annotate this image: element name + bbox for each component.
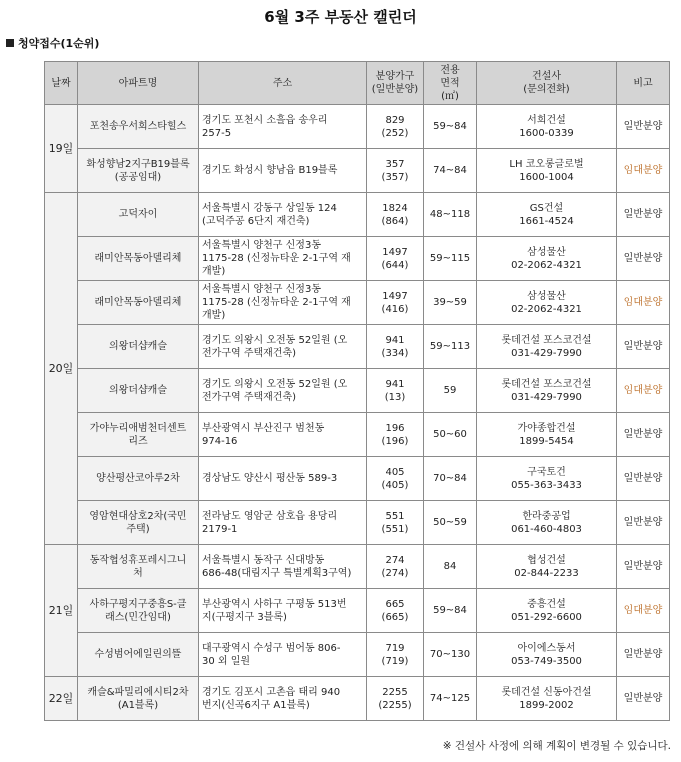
note-cell: 임대분양 bbox=[617, 589, 670, 633]
apartment-name: 가야누리애범천더센트 리즈 bbox=[78, 413, 199, 457]
table-row bbox=[45, 149, 670, 193]
note-cell: 일반분양 bbox=[617, 545, 670, 589]
section-label: 청약접수(1순위) bbox=[18, 37, 100, 50]
address-cell: 전라남도 영암군 삼호읍 용당리 2179-1 bbox=[199, 501, 367, 545]
builder-cell: 가야종합건설 1899-5454 bbox=[477, 413, 617, 457]
address-cell: 대구광역시 수성구 범어동 806- 30 외 일원 bbox=[199, 633, 367, 677]
apartment-name: 동작협성휴포레시그니 처 bbox=[78, 545, 199, 589]
section-heading bbox=[6, 35, 99, 51]
supply-cell: 665 (665) bbox=[367, 589, 424, 633]
area-cell: 48~118 bbox=[424, 193, 477, 237]
address-cell: 부산광역시 사하구 구평동 513번 지(구평지구 3블록) bbox=[199, 589, 367, 633]
address-cell: 서울특별시 양천구 신정3동 1175-28 (신정뉴타운 2-1구역 재 개발) bbox=[199, 237, 367, 281]
table-row bbox=[45, 545, 670, 589]
builder-cell: 한라중공업 061-460-4803 bbox=[477, 501, 617, 545]
header-area: 전용 면적 (㎡) bbox=[424, 62, 477, 105]
table-row bbox=[45, 413, 670, 457]
builder-cell: 중흥건설 051-292-6600 bbox=[477, 589, 617, 633]
table-row bbox=[45, 325, 670, 369]
table-row bbox=[45, 633, 670, 677]
address-cell: 경기도 의왕시 오전동 52일원 (오 전가구역 주택재건축) bbox=[199, 325, 367, 369]
date-cell: 19일 bbox=[45, 105, 78, 193]
apartment-name: 래미안목동아델리체 bbox=[78, 237, 199, 281]
apartment-name: 화성향남2지구B19블록 (공공임대) bbox=[78, 149, 199, 193]
note-cell: 일반분양 bbox=[617, 677, 670, 721]
table-row bbox=[45, 105, 670, 149]
supply-cell: 2255 (2255) bbox=[367, 677, 424, 721]
subscription-table bbox=[44, 61, 670, 721]
builder-cell: 삼성물산 02-2062-4321 bbox=[477, 281, 617, 325]
square-bullet-icon bbox=[6, 39, 14, 47]
note-cell: 일반분양 bbox=[617, 193, 670, 237]
builder-cell: GS건설 1661-4524 bbox=[477, 193, 617, 237]
supply-cell: 1497 (644) bbox=[367, 237, 424, 281]
apartment-name: 수성범어에일린의뜰 bbox=[78, 633, 199, 677]
builder-cell: 구국토건 055-363-3433 bbox=[477, 457, 617, 501]
area-cell: 70~130 bbox=[424, 633, 477, 677]
builder-cell: 서희건설 1600-0339 bbox=[477, 105, 617, 149]
apartment-name: 래미안목동아델리체 bbox=[78, 281, 199, 325]
note-cell: 일반분양 bbox=[617, 633, 670, 677]
table-row bbox=[45, 501, 670, 545]
builder-cell: 협성건설 02-844-2233 bbox=[477, 545, 617, 589]
note-cell: 일반분양 bbox=[617, 413, 670, 457]
table-row bbox=[45, 237, 670, 281]
builder-cell: 롯데건설 포스코건설 031-429-7990 bbox=[477, 325, 617, 369]
address-cell: 경상남도 양산시 평산동 589-3 bbox=[199, 457, 367, 501]
address-cell: 경기도 김포시 고촌읍 태리 940 번지(신곡6지구 A1블록) bbox=[199, 677, 367, 721]
apartment-name: 포천송우서희스타힐스 bbox=[78, 105, 199, 149]
address-cell: 서울특별시 동작구 신대방동 686-48(대림지구 특별계획3구역) bbox=[199, 545, 367, 589]
area-cell: 50~59 bbox=[424, 501, 477, 545]
builder-cell: 아이에스동서 053-749-3500 bbox=[477, 633, 617, 677]
date-cell: 22일 bbox=[45, 677, 78, 721]
apartment-name: 고덕자이 bbox=[78, 193, 199, 237]
supply-cell: 357 (357) bbox=[367, 149, 424, 193]
address-cell: 서울특별시 강동구 상일동 124 (고덕주공 6단지 재건축) bbox=[199, 193, 367, 237]
note-cell: 임대분양 bbox=[617, 149, 670, 193]
address-cell: 경기도 포천시 소흘읍 송우리 257-5 bbox=[199, 105, 367, 149]
header-note: 비고 bbox=[617, 62, 670, 105]
apartment-name: 사하구평지구중흥S-클 래스(민간임대) bbox=[78, 589, 199, 633]
area-cell: 59~84 bbox=[424, 105, 477, 149]
apartment-name: 영암현대삼호2차(국민 주택) bbox=[78, 501, 199, 545]
note-cell: 일반분양 bbox=[617, 237, 670, 281]
table-row bbox=[45, 677, 670, 721]
note-cell: 일반분양 bbox=[617, 457, 670, 501]
area-cell: 74~84 bbox=[424, 149, 477, 193]
note-cell: 일반분양 bbox=[617, 105, 670, 149]
header-address: 주소 bbox=[199, 62, 367, 105]
header-builder: 건설사 (문의전화) bbox=[477, 62, 617, 105]
table-row bbox=[45, 281, 670, 325]
table-row bbox=[45, 589, 670, 633]
table-row bbox=[45, 193, 670, 237]
builder-cell: 롯데건설 포스코건설 031-429-7990 bbox=[477, 369, 617, 413]
apartment-name: 캐슬&파밀리에시티2차 (A1블록) bbox=[78, 677, 199, 721]
area-cell: 39~59 bbox=[424, 281, 477, 325]
note-cell: 일반분양 bbox=[617, 501, 670, 545]
builder-cell: 삼성물산 02-2062-4321 bbox=[477, 237, 617, 281]
header-date: 날짜 bbox=[45, 62, 78, 105]
footnote: ※ 건설사 사정에 의해 계획이 변경될 수 있습니다. bbox=[442, 740, 671, 752]
note-cell: 임대분양 bbox=[617, 369, 670, 413]
page-title: 6월 3주 부동산 캘린더 bbox=[264, 8, 417, 26]
header-supply: 분양가구 (일반분양) bbox=[367, 62, 424, 105]
builder-cell: 롯데건설 신동아건설 1899-2002 bbox=[477, 677, 617, 721]
area-cell: 70~84 bbox=[424, 457, 477, 501]
supply-cell: 274 (274) bbox=[367, 545, 424, 589]
supply-cell: 405 (405) bbox=[367, 457, 424, 501]
area-cell: 59 bbox=[424, 369, 477, 413]
note-cell: 일반분양 bbox=[617, 325, 670, 369]
builder-cell: LH 코오롱글로벌 1600-1004 bbox=[477, 149, 617, 193]
supply-cell: 551 (551) bbox=[367, 501, 424, 545]
header-apt: 아파트명 bbox=[78, 62, 199, 105]
area-cell: 84 bbox=[424, 545, 477, 589]
table-header-row bbox=[45, 62, 670, 105]
address-cell: 경기도 의왕시 오전동 52일원 (오 전가구역 주택재건축) bbox=[199, 369, 367, 413]
table-row bbox=[45, 369, 670, 413]
supply-cell: 719 (719) bbox=[367, 633, 424, 677]
apartment-name: 의왕더샵캐슬 bbox=[78, 325, 199, 369]
supply-cell: 829 (252) bbox=[367, 105, 424, 149]
area-cell: 59~113 bbox=[424, 325, 477, 369]
area-cell: 59~84 bbox=[424, 589, 477, 633]
date-cell: 20일 bbox=[45, 193, 78, 545]
note-cell: 임대분양 bbox=[617, 281, 670, 325]
supply-cell: 196 (196) bbox=[367, 413, 424, 457]
address-cell: 부산광역시 부산진구 범천동 974-16 bbox=[199, 413, 367, 457]
area-cell: 50~60 bbox=[424, 413, 477, 457]
address-cell: 서울특별시 양천구 신정3동 1175-28 (신정뉴타운 2-1구역 재 개발) bbox=[199, 281, 367, 325]
supply-cell: 1824 (864) bbox=[367, 193, 424, 237]
area-cell: 59~115 bbox=[424, 237, 477, 281]
supply-cell: 941 (334) bbox=[367, 325, 424, 369]
table-row bbox=[45, 457, 670, 501]
apartment-name: 양산평산코아루2차 bbox=[78, 457, 199, 501]
supply-cell: 941 (13) bbox=[367, 369, 424, 413]
area-cell: 74~125 bbox=[424, 677, 477, 721]
apartment-name: 의왕더샵캐슬 bbox=[78, 369, 199, 413]
date-cell: 21일 bbox=[45, 545, 78, 677]
supply-cell: 1497 (416) bbox=[367, 281, 424, 325]
address-cell: 경기도 화성시 향남읍 B19블록 bbox=[199, 149, 367, 193]
